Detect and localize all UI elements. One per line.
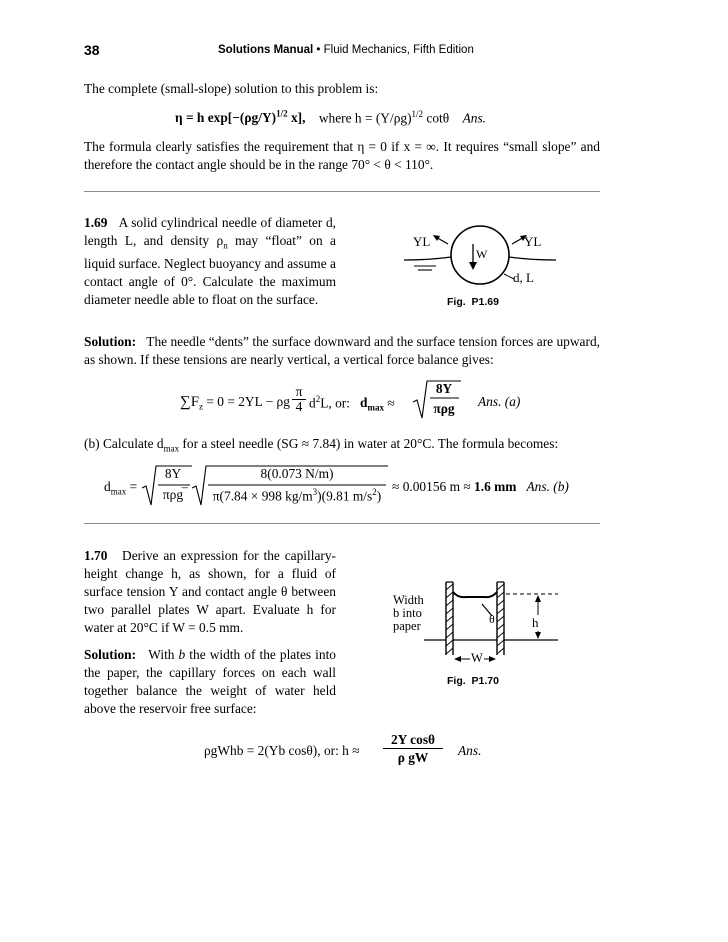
problem-169-solution [84, 333, 600, 369]
fig169-w: W [476, 247, 488, 261]
problem-169-number: 1.69 [84, 215, 108, 230]
meniscus [453, 592, 497, 597]
eq-169b-ans: Ans. (b) [526, 479, 569, 494]
problem-169-part-b [84, 435, 558, 458]
eq-169a-d2-exp: 2 [315, 394, 321, 404]
intro-eq-exp: 1/2 [276, 109, 288, 119]
eq-169a-rest [309, 394, 395, 413]
part-b-sub: max [163, 443, 180, 454]
eq-169b-eq: = [129, 479, 138, 494]
solution-169-label: Solution: [84, 334, 137, 349]
eq-169b-result-bold: 1.6 mm [474, 479, 517, 494]
eq-169a-lhs [180, 394, 290, 412]
solution-170-b: b [178, 647, 186, 662]
intro-eq-where-end: cotθ [423, 110, 450, 126]
eq-169b-result [392, 479, 569, 495]
eq-169a-rad-den: πρg [433, 401, 455, 416]
fig170-w: W [471, 651, 483, 665]
solution-170-text-b: the width of the plates into the paper, the capillary forces on each wall together balance the weight of water held above the reservoir free surface: [84, 647, 336, 716]
fig170-theta: θ [489, 612, 495, 626]
solution-170-text-a: With [148, 647, 179, 662]
fig170-h: h [532, 615, 539, 630]
eq-169a-sum-sub: z [199, 401, 204, 412]
intro-equation [175, 109, 486, 126]
intro-ans: Ans. [462, 110, 487, 126]
eq-169a-d2: d [309, 395, 316, 411]
problem-170-text: Derive an expression for the capillary-height change h, as shown, for a fluid of surface tension Y and contact angle θ between two parallel plates W apart. Evaluate h for water at 20°C if W = 0.5 mm. [84, 548, 336, 635]
eq-169a-rad-num: 8Y [435, 381, 453, 396]
eq-169b-r2-den [205, 487, 389, 504]
eq-169a-tail: L, or: [320, 395, 350, 411]
eq-169b-r1-den: πρg [162, 487, 184, 502]
part-b-rest: for a steel needle (SG ≈ 7.84) in water at 20°C. The formula becomes: [179, 436, 559, 451]
w-arrow-right [489, 656, 496, 662]
part-b-text: (b) Calculate d [84, 436, 164, 451]
problem-169-text: A solid cylindrical needle of diameter d, length L, and density ρ [84, 215, 337, 248]
intro-lead: The complete (small-slope) solution to this problem is: [84, 81, 379, 96]
eq-169a-frac [292, 385, 306, 414]
surface-left [404, 257, 451, 260]
eq-169a-dmax: d [360, 395, 368, 411]
eq-169a-sum: ∑F [180, 394, 200, 410]
eq-170-frac [383, 731, 443, 766]
intro-eq-where-exp: 1/2 [411, 109, 424, 119]
eq-170-ans: Ans. [458, 743, 482, 758]
problem-169-statement [84, 214, 336, 309]
w-arrow-left [454, 656, 461, 662]
eq-169a-ans: Ans. (a) [478, 394, 521, 409]
fig170-width-label [393, 594, 424, 633]
eq-169b-dmax: d [104, 479, 111, 494]
eq-169b-r1-num: 8Y [164, 466, 182, 481]
fig169-caption: Fig. P1.69 [447, 296, 499, 308]
solution-169-text: The needle “dents” the surface downward and the surface tension forces are upward, as shown. If these tensions are nearly vertical, a vertical force balance gives: [84, 334, 600, 367]
eq-169b-r2-num: 8(0.073 N/m) [260, 466, 334, 481]
problem-170-number: 1.70 [84, 548, 108, 563]
eq-169b-den-a: π(7.84 × 998 kg/m [212, 488, 313, 504]
fig169-yl-right: YL [524, 234, 542, 249]
intro-text: The formula clearly satisfies the requirement that η = 0 if x = ∞. It requires “small slope” and therefore the contact angle should be in the range 70° < θ < 110°. [84, 139, 600, 172]
eq-169b-den-e2: 2 [372, 487, 377, 497]
running-header [218, 44, 474, 56]
weight-arrowhead [469, 262, 477, 270]
eq-169a-frac-num: π [292, 385, 306, 400]
eq-169a-frac-den: 4 [295, 399, 303, 414]
intro-eq-main: η = h exp[−(ρg/Y) [175, 110, 277, 126]
problem-169-text-sub: n [223, 240, 228, 251]
eq-169a-approx: ≈ [387, 395, 395, 411]
intro-eq-end: x], [287, 110, 306, 126]
header-title-rest: Fluid Mechanics, Fifth Edition [323, 44, 474, 56]
tension-arrowhead-left [433, 235, 440, 241]
fig170-width-3: paper [393, 619, 421, 633]
surface-right [509, 257, 556, 260]
eq-170-den: ρ gW [397, 750, 429, 765]
divider-2 [84, 523, 600, 524]
header-bullet: • [316, 44, 321, 56]
eq-169b-den-c: ) [376, 488, 382, 504]
fig170-width-2: b into [393, 606, 422, 620]
fig170-width-1: Width [393, 593, 424, 607]
eq-169b-eq2: = [181, 479, 189, 494]
h-arrow-down [535, 632, 541, 639]
problem-170-solution [84, 646, 336, 718]
eq-169b-den-b: )(9.81 m/s [317, 488, 373, 504]
eq-169b-lhs [104, 479, 137, 497]
eq-169b-den-e1: 3 [312, 487, 318, 497]
eq-170-lhs: ρgWhb = 2(Yb cosθ), or: h ≈ [204, 743, 360, 758]
h-arrow-up [535, 595, 541, 602]
header-title-bold: Solutions Manual [218, 44, 314, 56]
fig169-dl: d, L [513, 270, 534, 285]
eq-169b-result-text: ≈ 0.00156 m ≈ [392, 479, 475, 494]
eq-169b-dmax-sub: max [110, 486, 127, 497]
plate-left-hatch [446, 584, 453, 654]
plate-right-hatch [497, 584, 504, 654]
solution-170-label: Solution: [84, 647, 137, 662]
eq-170-num: 2Y cosθ [383, 731, 443, 749]
eq-169a-dmax-sub: max [367, 403, 384, 414]
page-number: 38 [84, 42, 100, 58]
intro-eq-where: where h = (Y/ρg) [318, 110, 412, 126]
problem-169-text-rest: may “float” on a liquid surface. Neglect buoyancy and assume a contact angle of 0°. Calculate the maximum diameter needle able to float on the surface. [84, 233, 336, 307]
fig169-yl-left: YL [413, 234, 431, 249]
problem-170-statement [84, 547, 336, 637]
divider-1 [84, 191, 600, 192]
eq-169a-mid: = 0 = 2YL − ρg [203, 394, 290, 409]
fig170-caption: Fig. P1.70 [447, 675, 499, 687]
